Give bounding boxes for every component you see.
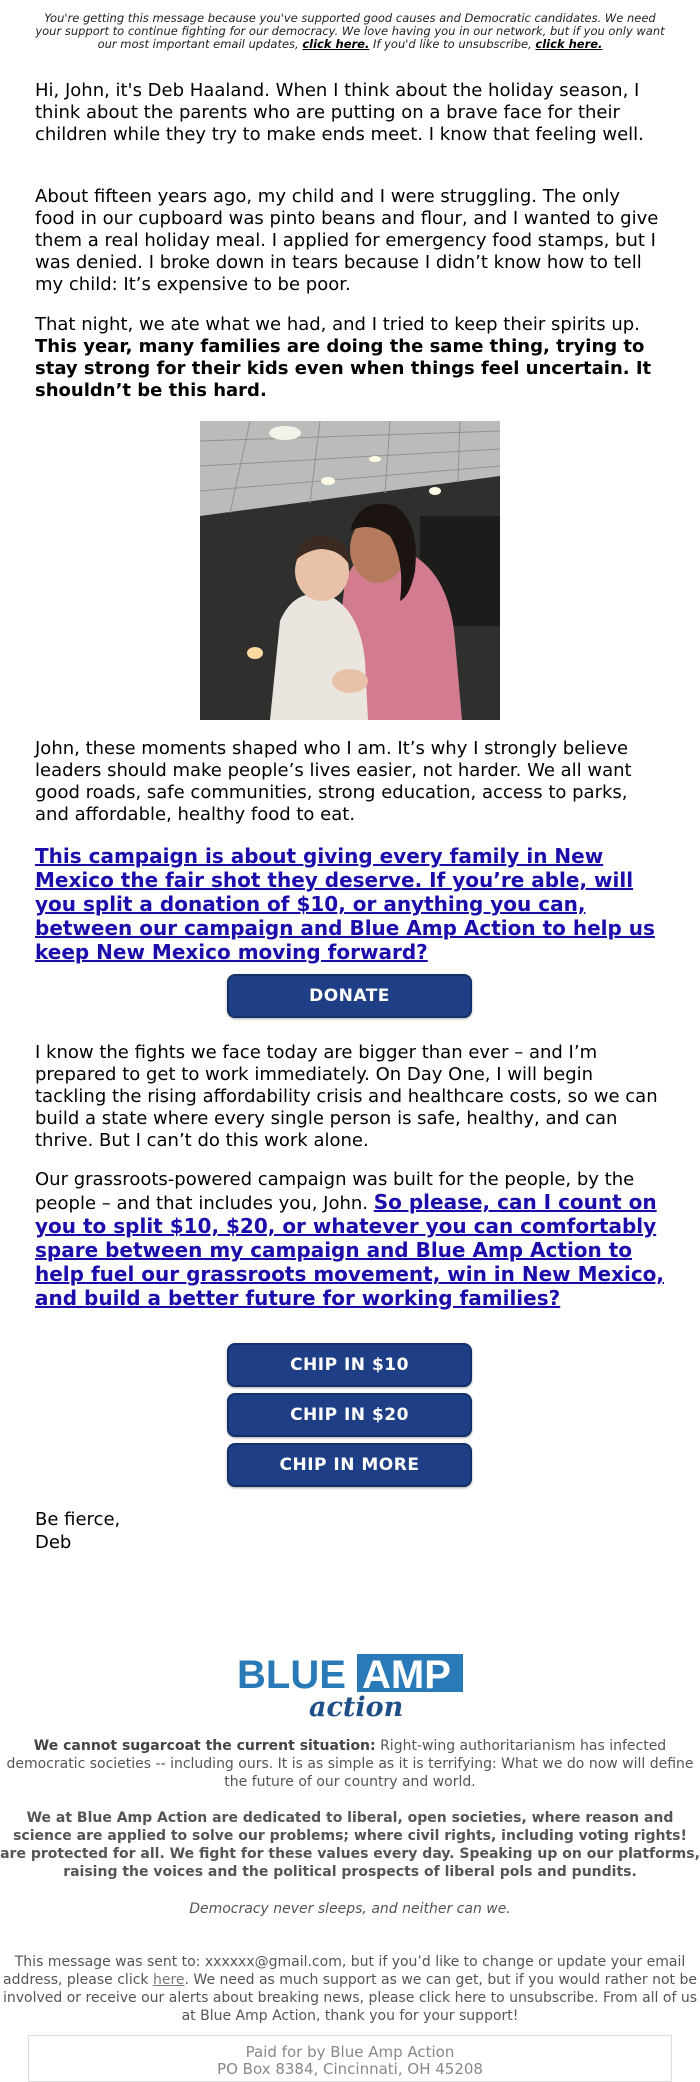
update-email-link[interactable]: here — [152, 1972, 185, 1988]
family-photo — [200, 421, 500, 720]
preheader — [30, 12, 670, 51]
paragraph-that-night-bold: This year, many families are doing the same thing, trying to stay strong for their kids even when things feel uncertain. It shouldn’t be this hard. — [35, 336, 652, 401]
donation-ask-link[interactable]: This campaign is about giving every family in New Mexico the fair shot they deserve. If you’re able, will you split a donation of $10, or anything you can, between our campaign and Blue Amp Action to help us keep New Mexico moving forward? — [35, 844, 655, 964]
email-preferences-link[interactable]: click here. — [302, 37, 370, 51]
donate-button[interactable]: DONATE — [227, 974, 472, 1018]
paragraph-that-night — [35, 314, 665, 402]
paid-for-box — [28, 2035, 672, 2082]
signoff-line: Be fierce, — [35, 1509, 121, 1530]
logo-word-action: action — [309, 1692, 404, 1722]
footer-notice-text-2: . We need as much support as we can get, but if you would rather not be involved or receive our alerts about breaking news, please click here to unsubscribe. From all of us at Blue Amp Action, thank you for your support! — [3, 1972, 697, 2024]
paragraph-grassroots-plain: Our grassroots-powered campaign was built for the people, by the people – and that includes you, John. — [35, 1169, 635, 1214]
paragraph-story: About fifteen years ago, my child and I were struggling. The only food in our cupboard was pinto beans and flour, and I wanted to give them a real holiday meal. I applied for emergency food stamps, but I was denied. I broke down in tears because I didn’t know how to tell my child: It’s expensive to be poor. — [35, 186, 659, 295]
paid-for-line: Paid for by Blue Amp Action — [245, 2043, 455, 2061]
footer-mission: We at Blue Amp Action are dedicated to liberal, open societies, where reason and science are applied to solve our problems; where civil rights, including voting rights! are protected for all. We fight for these values every day. Speaking up on our platforms, raising the voices and the political prospects of liberal pols and pundits. — [0, 1810, 700, 1880]
footer-tagline: Democracy never sleeps, and neither can we. — [189, 1901, 511, 1917]
paragraph-grassroots — [35, 1169, 665, 1311]
paragraph-ask-1 — [35, 845, 665, 965]
chip-in-10-button[interactable]: CHIP IN $10 — [227, 1343, 472, 1387]
logo-word-amp: AMP — [362, 1653, 451, 1697]
chip-in-more-button[interactable]: CHIP IN MORE — [227, 1443, 472, 1487]
paragraph-intro: Hi, John, it's Deb Haaland. When I think about the holiday season, I think about the parents who are putting on a brave face for their children while they try to make ends meet. I know that feeling well. — [35, 80, 644, 145]
logo-word-blue: BLUE — [237, 1653, 346, 1697]
footer-notice — [0, 1953, 700, 2025]
preheader-text: You're getting this message because you've supported good causes and Democratic candidates. We need your support to continue fighting for our democracy. We love having you in our network, but if you only want our most important email updates, — [35, 11, 665, 51]
chip-in-ask-link[interactable]: So please, can I count on you to split $10, $20, or whatever you can comfortably spare between my campaign and Blue Amp Action to help fuel our grassroots movement, win in New Mexico, and build a better future for working families? — [35, 1190, 665, 1310]
signoff — [35, 1508, 120, 1554]
footer-situation — [0, 1737, 700, 1791]
footer-situation-text: Right-wing authoritarianism has infected democratic societies -- including ours. It is as simple as it is terrifying: What we do now will define the future of our country and world. — [6, 1738, 694, 1790]
mailing-address: PO Box 8384, Cincinnati, OH 45208 — [217, 2060, 483, 2078]
paragraph-fights: I know the fights we face today are bigger than ever – and I’m prepared to get to work immediately. On Day One, I will begin tackling the rising affordability crisis and healthcare costs, so we can build a state where every single person is safe, healthy, and can thrive. But I can’t do this work alone. — [35, 1042, 658, 1151]
chip-in-20-button[interactable]: CHIP IN $20 — [227, 1393, 472, 1437]
blue-amp-action-logo — [235, 1650, 465, 1722]
paragraph-that-night-plain: That night, we ate what we had, and I tried to keep their spirits up. — [35, 314, 640, 335]
paragraph-values: John, these moments shaped who I am. It’s why I strongly believe leaders should make people’s lives easier, not harder. We all want good roads, safe communities, strong education, access to parks, and affordable, healthy food to eat. — [35, 738, 632, 825]
signoff-name: Deb — [35, 1532, 72, 1553]
footer-notice-text: This message was sent to: xxxxxx@gmail.com, but if you’d like to change or update your email address, please click — [3, 1954, 686, 1988]
preheader-text-2: If you'd like to unsubscribe, — [373, 37, 532, 51]
unsubscribe-link[interactable]: click here. — [535, 37, 603, 51]
footer-situation-bold: We cannot sugarcoat the current situation: — [33, 1738, 376, 1754]
